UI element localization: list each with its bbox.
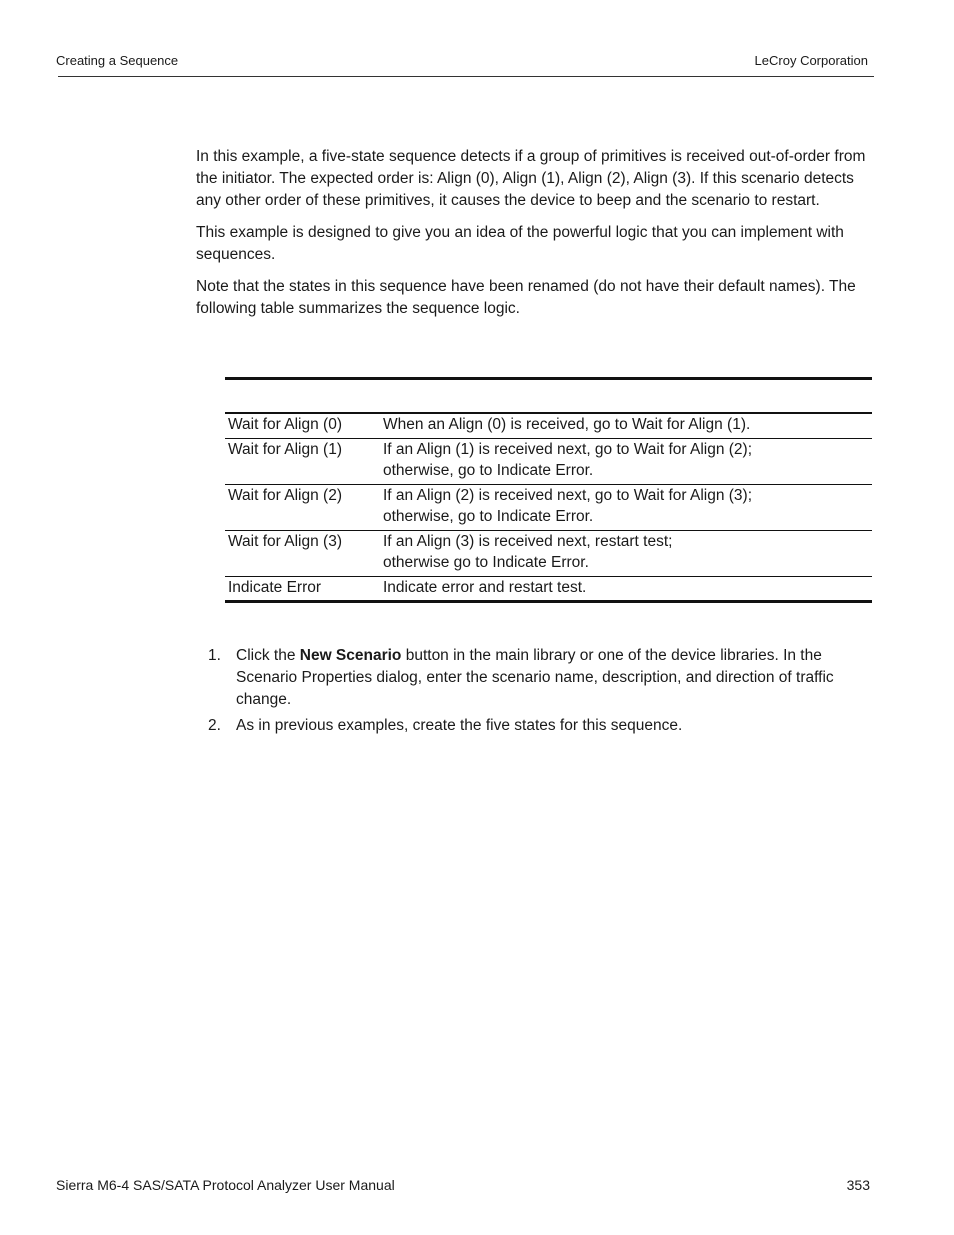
table-header-row [225, 380, 872, 412]
table-row [225, 439, 872, 485]
table-row [225, 577, 872, 604]
action-cell [383, 414, 872, 436]
running-header-section: Creating a Sequence [56, 53, 179, 68]
state-cell: Indicate Error [228, 578, 322, 596]
footer-page-number: 353 [846, 1177, 870, 1193]
action-line: otherwise, go to Indicate Error. [383, 508, 594, 525]
step-text-post: button in the main library or one of the device libraries. In the Scenario Properties dialog, enter the scenario name, description, and direction of traffic change. [236, 647, 834, 708]
action-line: If an Align (2) is received next, go to Wait for Align (3); [383, 486, 753, 504]
header-divider [58, 76, 874, 77]
table-row [225, 531, 872, 577]
running-header-company: LeCroy Corporation [754, 53, 868, 68]
new-scenario-term: New Scenario [299, 647, 402, 664]
intro-text [196, 146, 876, 330]
sequence-logic-table [225, 377, 872, 603]
intro-paragraph: This example is designed to give you an idea of the powerful logic that you can implement with sequences. [196, 224, 844, 263]
step-number: 1. [208, 647, 221, 664]
action-cell [383, 439, 872, 482]
intro-paragraph: In this example, a five-state sequence detects if a group of primitives is received out-of-order from the initiator. The expected order is: Align (0), Align (1), Align (2), Align (3). If this scenario detects any other order of these primitives, it causes the device to beep and the scenario to restart. [196, 148, 866, 209]
action-cell [383, 485, 872, 528]
step-item [208, 645, 874, 711]
state-cell: Wait for Align (3) [228, 532, 342, 550]
action-line: otherwise go to Indicate Error. [383, 554, 589, 571]
step-text [236, 645, 874, 711]
action-line: When an Align (0) is received, go to Wait for Align (1). [383, 416, 751, 433]
action-cell [383, 531, 872, 574]
action-line: If an Align (1) is received next, go to Wait for Align (2); [383, 440, 753, 458]
table-row [225, 414, 872, 439]
step-text-pre: As in previous examples, create the five states for this sequence. [236, 717, 683, 734]
intro-paragraph: Note that the states in this sequence have been renamed (do not have their default names). The following table summarizes the sequence logic. [196, 278, 856, 317]
state-cell: Wait for Align (1) [228, 440, 342, 458]
step-number: 2. [208, 717, 221, 734]
footer-manual-title: Sierra M6-4 SAS/SATA Protocol Analyzer User Manual [56, 1177, 395, 1193]
step-item [208, 715, 874, 737]
step-text-pre: Click the [236, 647, 300, 664]
step-text [236, 715, 874, 737]
state-cell: Wait for Align (2) [228, 486, 342, 504]
action-line: Indicate error and restart test. [383, 578, 587, 596]
action-line: otherwise, go to Indicate Error. [383, 462, 594, 479]
action-cell [383, 577, 872, 599]
table-row [225, 485, 872, 531]
action-line: If an Align (3) is received next, restart test; [383, 532, 673, 550]
procedure-steps [208, 645, 874, 741]
state-cell: Wait for Align (0) [228, 416, 342, 433]
